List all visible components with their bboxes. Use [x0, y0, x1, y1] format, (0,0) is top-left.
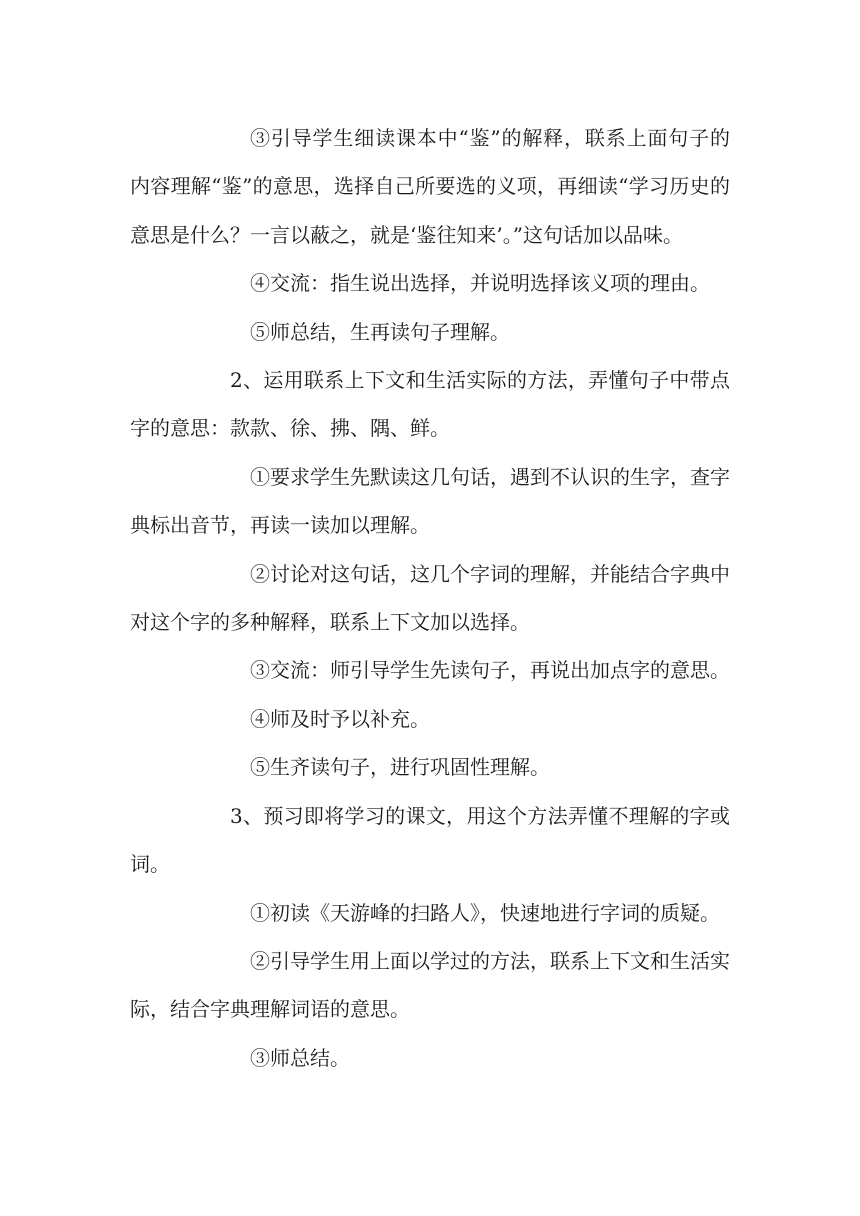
- paragraph-section-2-step-2: ②讨论对这句话，这几个字词的理解，并能结合字典中对这个字的多种解释，联系上下文加以选择。: [130, 561, 730, 635]
- paragraph-section-3-step-3: ③师总结。: [250, 1045, 350, 1070]
- paragraph-step-3-explain-jian: ③引导学生细读课本中“鉴”的解释，联系上面句子的内容理解“鉴”的意思，选择自己所要选的义项，再细读“学习历史的意思是什么？一言以蔽之，就是‘鉴往知来’。”这句话加以品味。: [130, 126, 730, 247]
- paragraph-step-5-summary: ⑤师总结，生再读句子理解。: [250, 319, 510, 344]
- paragraph-step-4-exchange: ④交流：指生说出选择，并说明选择该义项的理由。: [250, 271, 710, 296]
- paragraph-section-3: 3、预习即将学习的课文，用这个方法弄懂不理解的字或词。: [130, 803, 730, 877]
- paragraph-section-3-step-2: ②引导学生用上面以学过的方法，联系上下文和生活实际，结合字典理解词语的意思。: [130, 948, 730, 1022]
- paragraph-section-2: 2、运用联系上下文和生活实际的方法，弄懂句子中带点字的意思：款款、徐、拂、隅、鲜。: [130, 368, 730, 441]
- paragraph-section-2-step-1: ①要求学生先默读这几句话，遇到不认识的生字，查字典标出音节，再读一读加以理解。: [130, 464, 730, 538]
- paragraph-section-2-step-3: ③交流：师引导学生先读句子，再说出加点字的意思。: [250, 658, 730, 683]
- document-body: [130, 114, 730, 1082]
- paragraph-section-3-step-1: ①初读《天游峰的扫路人》，快速地进行字词的质疑。: [250, 900, 720, 925]
- paragraph-section-2-step-4: ④师及时予以补充。: [250, 706, 430, 731]
- paragraph-section-2-step-5: ⑤生齐读句子，进行巩固性理解。: [250, 755, 550, 780]
